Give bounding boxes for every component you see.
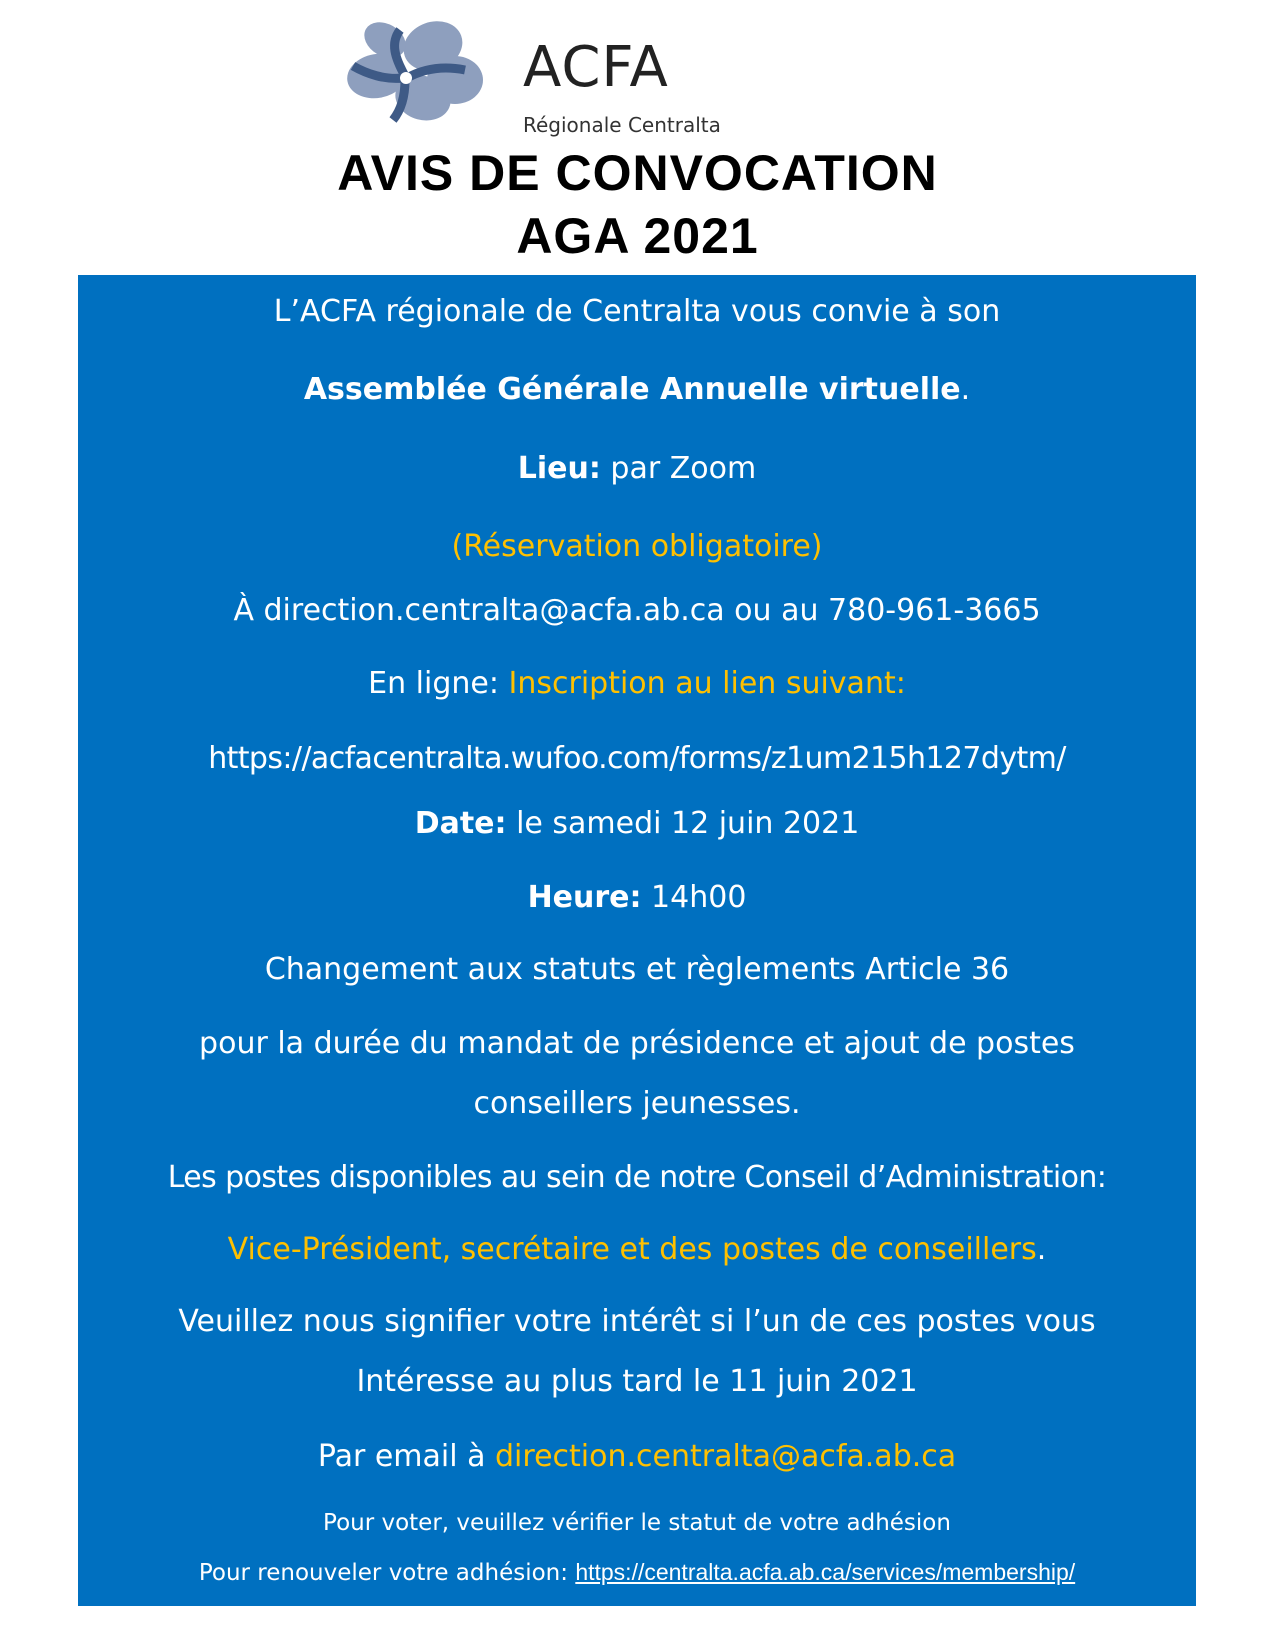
intro-text: L’ACFA régionale de Centralta vous convie à son: [273, 294, 1001, 329]
date-line: [78, 804, 1196, 844]
registration-url: [78, 739, 1196, 779]
membership-link[interactable]: https://centralta.acfa.ab.ca/services/membership/: [575, 1559, 1076, 1585]
page-subtitle: AGA 2021: [516, 208, 759, 264]
date-value: le samedi 12 juin 2021: [506, 806, 860, 841]
venue-line: [78, 449, 1196, 489]
interest-line-2: Intéresse au plus tard le 11 juin 2021: [356, 1364, 918, 1399]
time-label: Heure:: [527, 880, 642, 915]
vote-note: Pour voter, veuillez vérifier le statut de votre adhésion: [323, 1510, 951, 1536]
contact-line: À direction.centralta@acfa.ab.ca ou au 780-961-3665: [233, 593, 1041, 628]
logo-name: ACFA: [523, 35, 669, 100]
time-value: 14h00: [641, 880, 747, 915]
positions-line: Vice-Président, secrétaire et des postes de conseillers.: [227, 1232, 1047, 1267]
bylaw-line-2: pour la durée du mandat de présidence et ajout de postes: [199, 1026, 1075, 1061]
bylaw-line-1: Changement aux statuts et règlements Article 36: [264, 952, 1010, 987]
online-line: En ligne: Inscription au lien suivant:: [368, 666, 906, 701]
positions-list: Vice-Président, secrétaire et des postes de conseillers: [227, 1232, 1037, 1267]
assembly-title: Assemblée Générale Annuelle virtuelle: [303, 372, 961, 407]
time-line: [78, 878, 1196, 918]
bylaw-line-3: conseillers jeunesses.: [473, 1086, 801, 1121]
venue-value: par Zoom: [600, 451, 757, 486]
flower-icon: [345, 18, 485, 123]
venue-label: Lieu:: [517, 451, 601, 486]
renew-line: Pour renouveler votre adhésion: https://centralta.acfa.ab.ca/services/membership/: [198, 1559, 1076, 1586]
acfa-logo: [345, 18, 815, 143]
interest-line-1: Veuillez nous signifier votre intérêt si l’un de ces postes vous: [178, 1304, 1096, 1339]
reservation-note: (Réservation obligatoire): [451, 529, 823, 564]
positions-intro: Les postes disponibles au sein de notre Conseil d’Administration:: [167, 1160, 1107, 1195]
email-link[interactable]: direction.centralta@acfa.ab.ca: [495, 1439, 957, 1474]
registration-link[interactable]: https://acfacentralta.wufoo.com/forms/z1um215h127dytm/: [208, 741, 1066, 776]
date-label: Date:: [414, 806, 507, 841]
online-registration-label: Inscription au lien suivant:: [508, 666, 906, 701]
assembly-line: Assemblée Générale Annuelle virtuelle.: [303, 372, 971, 407]
logo-subtitle: Régionale Centralta: [523, 113, 721, 137]
page-title: AVIS DE CONVOCATION: [337, 145, 938, 201]
email-line: Par email à direction.centralta@acfa.ab.ca: [317, 1439, 957, 1474]
